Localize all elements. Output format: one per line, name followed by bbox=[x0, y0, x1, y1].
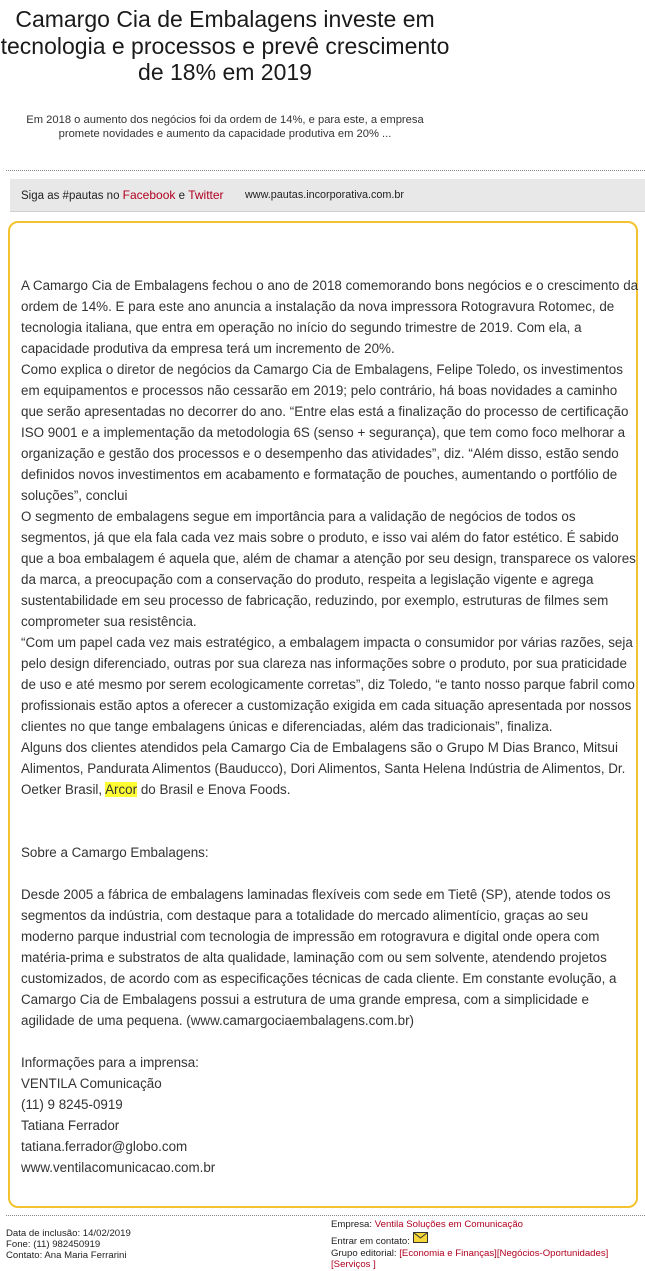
inclusion-date: Data de inclusão: 14/02/2019 bbox=[6, 1228, 131, 1239]
footer-phone: Fone: (11) 982450919 bbox=[6, 1238, 101, 1250]
paragraph-4: “Com um papel cada vez mais estratégico, a embalagem impacta o consumidor por várias razões, seja pelo design diferenciado, outras por sua clareza nas informações sobre o produto, por sua praticidade de uso e até mesmo por serem ecologicamente corretas”, diz Toledo, “e tanto nosso parque fabril como profissionais estão aptos a oferecer a customização exigida em cada situação apresentada por nossos clientes no que tange embalagens únicas e diferenciadas, além das tradicionais”, finaliza. bbox=[21, 635, 635, 734]
company-line bbox=[331, 1219, 641, 1230]
about-heading: Sobre a Camargo Embalagens: bbox=[21, 845, 209, 860]
article-body bbox=[21, 275, 643, 1178]
press-name: Tatiana Ferrador bbox=[21, 1118, 120, 1133]
follow-label bbox=[21, 179, 224, 212]
clients-text: Alguns dos clientes atendidos pela Camargo Cia de Embalagens são o Grupo M Dias Branco, Mitsui Alimentos, Pandurata Alimentos (Bauducco), Dori Alimentos, Santa Helena Indústria de Alimentos, Dr. Oetker Brasil, bbox=[21, 740, 626, 797]
envelope-icon[interactable] bbox=[413, 1236, 428, 1247]
company-link[interactable]: Ventila Soluções em Comunicação bbox=[374, 1219, 523, 1230]
about-text: Desde 2005 a fábrica de embalagens laminadas flexíveis com sede em Tietê (SP), atende todos os segmentos da indústria, com destaque para a totalidade do mercado alimentício, graças ao seu moderno parque industrial com tecnologia de impressão em rotogravura e digital onde opera com matéria-prima e substratos de alta qualidade, laminação com ou sem solvente, atendendo projetos customizados, de acordo com as especificações técnicas de cada cliente. Em constante evolução, a Camargo Cia de Embalagens possui a estrutura de uma grande empresa, com a simplicidade e agilidade de uma pequena. (www.camargociaembalagens.com.br) bbox=[21, 887, 617, 1028]
article-lead: Em 2018 o aumento dos negócios foi da ordem de 14%, e para este, a empresa promete novidades e aumento da capacidade produtiva em 20% ... bbox=[26, 114, 424, 140]
highlight-arcor: Arcor bbox=[105, 782, 138, 797]
footer-divider bbox=[6, 1215, 645, 1216]
press-email: tatiana.ferrador@globo.com bbox=[21, 1139, 188, 1154]
press-agency: VENTILA Comunicação bbox=[21, 1076, 162, 1091]
contact-label: Entrar em contato: bbox=[331, 1236, 410, 1248]
company-label: Empresa: bbox=[331, 1219, 373, 1230]
follow-and: e bbox=[178, 190, 185, 202]
twitter-link[interactable]: Twitter bbox=[188, 188, 224, 202]
press-site: www.ventilacomunicacao.com.br bbox=[21, 1160, 216, 1175]
paragraph-5 bbox=[21, 737, 643, 800]
contact-line bbox=[331, 1236, 641, 1247]
group-negocios-link[interactable]: [Negócios-Oportunidades] bbox=[496, 1247, 609, 1259]
paragraph-2: Como explica o diretor de negócios da Camargo Cia de Embalagens, Felipe Toledo, os investimentos em equipamentos e processos não cessarão em 2019; pelo contrário, há boas novidades a caminho que serão apresentadas no decorrer do ano. “Entre elas está a finalização do processo de certificação ISO 9001 e a implementação da metodologia 6S (senso + segurança), que tem como foco melhorar a organização e gestão dos processos e o desempenho das atividades”, diz. “Além disso, estão sendo definidos novos investimentos em acabamento e formatação de pouches, aumentando o portfólio de soluções”, conclui bbox=[21, 362, 629, 503]
follow-prefix: Siga as #pautas no bbox=[21, 190, 120, 202]
footer-info bbox=[6, 1229, 131, 1261]
facebook-link[interactable]: Facebook bbox=[122, 188, 176, 202]
divider bbox=[6, 170, 645, 171]
footer-contact: Contato: Ana Maria Ferrarini bbox=[6, 1249, 127, 1261]
article-title: Camargo Cia de Embalagens investe em tecnologia e processos e prevê crescimento de 18% em 2019 bbox=[0, 6, 450, 85]
clients-text-end: do Brasil e Enova Foods. bbox=[140, 782, 291, 797]
press-heading: Informações para a imprensa: bbox=[21, 1055, 199, 1070]
paragraph-3: O segmento de embalagens segue em importância para a validação de negócios de todos os segmentos, já que ela fala cada vez mais sobre o produto, e isso vai além do fator estético. É sabido que a boa embalagem é aquela que, além de chamar a atenção por seu design, transparece os valores da marca, a preocupação com a conservação do produto, respeita a legislação vigente e agrega sustentabilidade em seu processo de fabricação, reduzindo, por exemplo, estruturas de filmes sem comprometer sua resistência. bbox=[21, 509, 636, 629]
group-label: Grupo editorial: bbox=[331, 1247, 397, 1259]
group-line bbox=[331, 1248, 641, 1271]
follow-bar bbox=[10, 179, 645, 212]
press-phone: (11) 9 8245-0919 bbox=[21, 1097, 123, 1112]
site-url[interactable]: www.pautas.incorporativa.com.br bbox=[245, 189, 405, 201]
group-servicos-link[interactable]: [Serviços ] bbox=[331, 1259, 376, 1271]
group-economia-link[interactable]: [Economia e Finanças] bbox=[399, 1247, 497, 1259]
footer-company bbox=[331, 1219, 641, 1271]
paragraph-1: A Camargo Cia de Embalagens fechou o ano de 2018 comemorando bons negócios e o crescimento da ordem de 14%. E para este ano anuncia a instalação da nova impressora Rotogravura Rotomec, de tecnologia italiana, que entra em operação no início do segundo trimestre de 2019. Com ela, a capacidade produtiva da empresa terá um incremento de 20%. bbox=[21, 278, 639, 356]
